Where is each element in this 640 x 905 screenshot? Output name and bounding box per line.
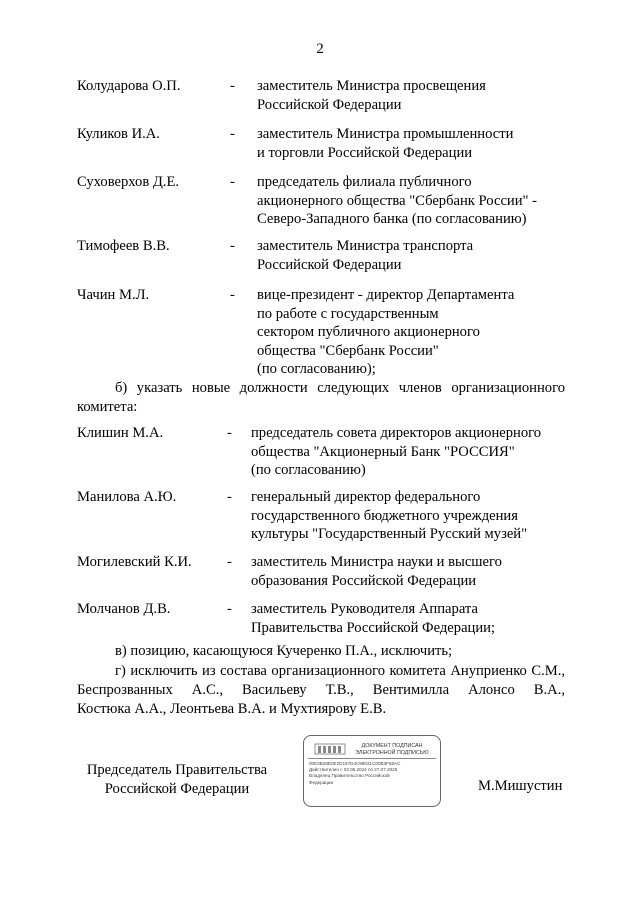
page-number: 2: [316, 41, 324, 57]
paragraph-g-line: Костюка А.А., Леонтьева В.А. и Мухтиярову Е.В.: [77, 701, 387, 717]
member-name: Тимофеев В.В.: [77, 238, 170, 254]
signatory-title: [77, 761, 277, 799]
paragraph-v: в) позицию, касающуюся Кучеренко П.А., исключить;: [115, 643, 453, 659]
member-position: заместитель Министра просвещения Российской Федерации: [257, 78, 486, 113]
member-position: вице-президент - директор Департамента по работе с государственным сектором публичного акционерного общества "Сбербанк России" (по согласованию);: [257, 287, 515, 377]
stamp-owner: Федерации: [309, 779, 334, 785]
member-name: Суховерхов Д.Е.: [77, 174, 180, 190]
member-position: председатель совета директоров акционерного общества "Акционерный Банк "РОССИЯ" (по согласованию): [251, 425, 542, 478]
member-position: заместитель Министра науки и высшего образования Российской Федерации: [251, 554, 502, 589]
stamp-validity: Действителен с 03.05.2024 по 27.07.2025: [309, 767, 398, 773]
emblem-icon: [314, 742, 346, 756]
member-position: заместитель Министра промышленности и торговли Российской Федерации: [257, 126, 514, 161]
paragraph-b: [77, 379, 565, 417]
member-position: председатель филиала публичного акционерного общества "Сбербанк России" - Северо-Западного банка (по согласованию): [257, 174, 538, 227]
member-position: генеральный директор федерального государственного бюджетного учреждения культуры "Государственный Русский музей": [251, 489, 528, 542]
stamp-owner: Владелец Правительство Российской: [309, 773, 390, 779]
member-dash: -: [227, 425, 232, 441]
member-dash: -: [230, 287, 235, 303]
electronic-signature-stamp: [303, 735, 441, 807]
member-dash: -: [230, 174, 235, 190]
paragraph-b-line: комитета:: [77, 399, 138, 415]
stamp-divider: [308, 758, 436, 759]
stamp-certificate: 00E3B28E0E2D197D4C98021C00B3F58AC: [309, 761, 401, 766]
member-name: Молчанов Д.В.: [77, 601, 171, 617]
paragraph-g: [77, 662, 565, 719]
member-dash: -: [227, 601, 232, 617]
member-name: Могилевский К.И.: [77, 554, 192, 570]
stamp-header-line: ЭЛЕКТРОННОЙ ПОДПИСЬЮ: [355, 749, 429, 756]
member-position: заместитель Министра транспорта Российской Федерации: [257, 238, 474, 273]
member-name: Чачин М.Л.: [77, 287, 150, 303]
member-dash: -: [230, 238, 235, 254]
signatory-title-line: Председатель Правительства: [86, 762, 268, 778]
stamp-header: [348, 743, 436, 756]
member-position: заместитель Руководителя Аппарата Правительства Российской Федерации;: [251, 601, 496, 636]
stamp-header-line: ДОКУМЕНТ ПОДПИСАН: [361, 743, 423, 749]
paragraph-g-line: Беспрозванных А.С., Васильеву Т.В., Вентимилла Алонсо В.А.,: [77, 682, 565, 698]
member-name: Манилова А.Ю.: [77, 489, 177, 505]
paragraph-g-line: г) исключить из состава организационного комитета Ануприенко С.М.,: [115, 663, 565, 679]
paragraph-b-line: б) указать новые должности следующих членов организационного: [115, 380, 565, 396]
member-dash: -: [230, 126, 235, 142]
member-name: Клишин М.А.: [77, 425, 164, 441]
signatory-name: М.Мишустин: [478, 778, 563, 794]
member-name: Куликов И.А.: [77, 126, 160, 142]
stamp-details: [309, 761, 437, 786]
member-dash: -: [230, 78, 235, 94]
member-dash: -: [227, 554, 232, 570]
member-dash: -: [227, 489, 232, 505]
signatory-title-line: Российской Федерации: [104, 781, 250, 797]
member-name: Колударова О.П.: [77, 78, 181, 94]
